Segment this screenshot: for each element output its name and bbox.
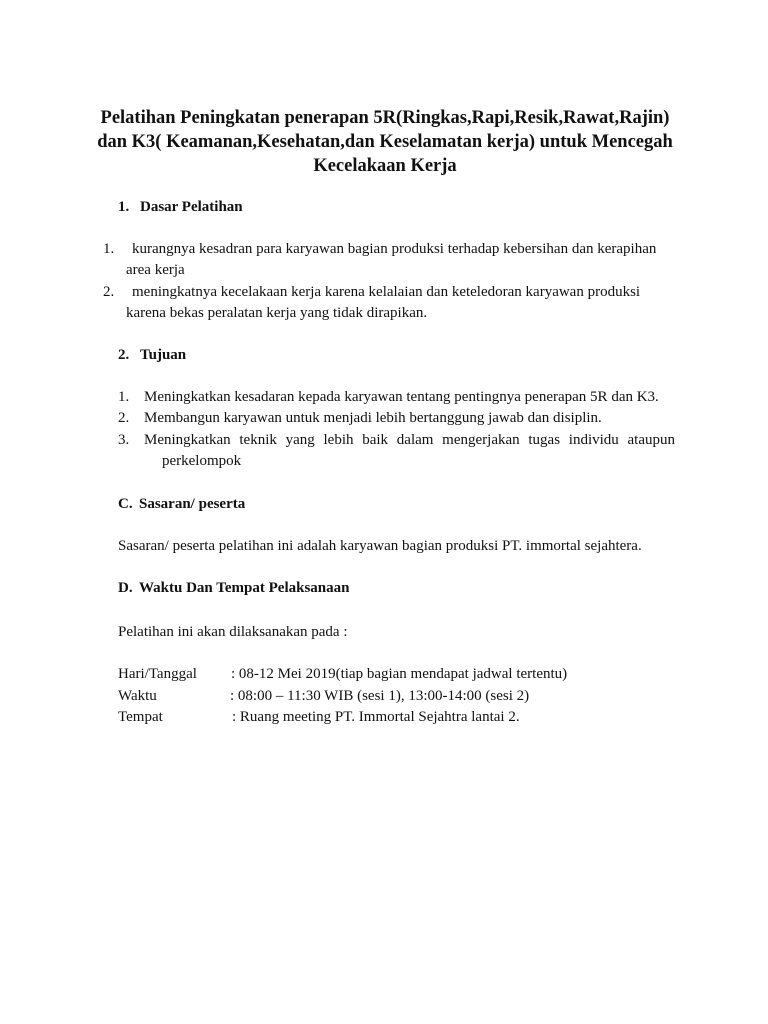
section-c-number: C. [118,496,133,512]
title-line: Kecelakaan Kerja [313,156,457,176]
list-item-number: 1. [118,389,130,405]
section-d-intro: Pelatihan ini akan dilaksanakan pada : [118,624,348,640]
section-c-body: Sasaran/ peserta pelatihan ini adalah karyawan bagian produksi PT. immortal sejahtera. [118,538,642,554]
list-item-number: 3. [118,432,130,448]
list-item-number: 2. [103,284,115,300]
list-item-text: meningkatnya kecelakaan kerja karena kelalaian dan keteledoran karyawan produksi [132,284,641,300]
list-item-text: kurangnya kesadran para karyawan bagian produksi terhadap kebersihan dan kerapihan [132,241,657,257]
list-item-text-continued: area kerja [126,262,185,278]
list-item-text: Membangun karyawan untuk menjadi lebih bertanggung jawab dan disiplin. [144,410,602,426]
section-1-heading: Dasar Pelatihan [140,199,243,215]
list-item-number: 2. [118,410,130,426]
document-title [60,106,710,178]
section-1-number: 1. [118,199,130,215]
list-item-text: Meningkatkan kesadaran kepada karyawan tentang pentingnya penerapan 5R dan K3. [144,389,659,405]
section-2-number: 2. [118,347,130,363]
schedule-value: : 08:00 – 11:30 WIB (sesi 1), 13:00-14:00 (sesi 2) [230,688,530,704]
title-line: dan K3( Keamanan,Kesehatan,dan Keselamatan kerja) untuk Mencegah [97,132,673,152]
schedule-value: : 08-12 Mei 2019(tiap bagian mendapat jadwal tertentu) [231,666,568,682]
list-item-text-continued: karena bekas peralatan kerja yang tidak dirapikan. [126,305,428,321]
list-item-text: Meningkatkan teknik yang lebih baik dalam mengerjakan tugas individu ataupun [144,432,675,448]
section-c-heading: Sasaran/ peserta [139,496,246,512]
schedule-label: Hari/Tanggal [118,666,197,682]
schedule-label: Waktu [118,688,157,704]
list-item-number: 1. [103,241,115,257]
schedule-label: Tempat [118,709,163,725]
schedule-value: : Ruang meeting PT. Immortal Sejahtra lantai 2. [232,709,520,725]
section-2-heading: Tujuan [140,347,187,363]
section-d-heading: Waktu Dan Tempat Pelaksanaan [139,580,350,596]
section-d-number: D. [118,580,133,596]
title-line: Pelatihan Peningkatan penerapan 5R(Ringkas,Rapi,Resik,Rawat,Rajin) [100,108,670,128]
list-item-text-continued: perkelompok [162,453,242,469]
